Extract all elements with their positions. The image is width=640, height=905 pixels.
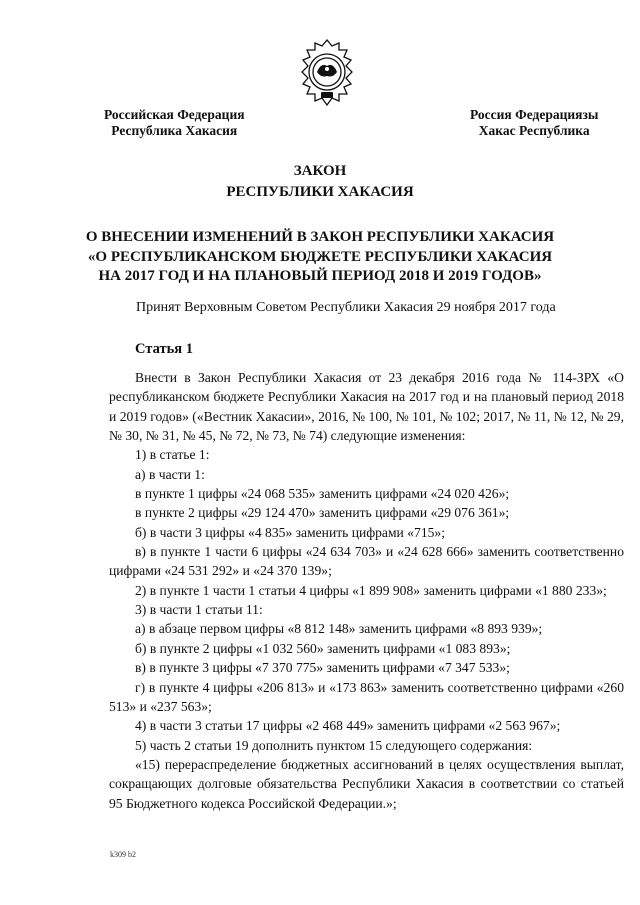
paragraph-item-1a: а) в части 1: [135,466,205,482]
paragraph-item-3b: б) в пункте 2 цифры «1 032 560» заменить цифрами «1 083 893»; [135,640,511,656]
header-right-country: Россия Федерациязы [470,107,599,122]
paragraph-item-2: 2) в пункте 1 части 1 статьи 4 цифры «1 899 908» заменить цифрами «1 880 233»; [135,582,607,598]
document-title-law: ЗАКОН [293,163,347,179]
header-left [104,107,245,139]
coat-of-arms-emblem [299,38,355,108]
paragraph-intro: Внести в Закон Республики Хакасия от 23 декабря 2016 года № 114-ЗРХ «О республиканском бюджете Республики Хакасия на 2017 год и на плановый период 2018 и 2019 годов» («Вестник Хакасии», 2016, № 100, № 101, № 102; 2017, № 11, № 12, № 29, № 30, № 31, № 45, № 72, № 73, № 74) следующие изменения: [109,370,624,444]
paragraph-item-3a: а) в абзаце первом цифры «8 812 148» заменить цифрами «8 893 939»; [135,621,543,637]
paragraph-item-1b: б) в части 3 цифры «4 835» заменить цифрами «715»; [135,524,445,540]
law-heading-line-2: «О РЕСПУБЛИКАНСКОМ БЮДЖЕТЕ РЕСПУБЛИКИ ХАКАСИЯ [87,248,553,265]
paragraph-item-5: 5) часть 2 статьи 19 дополнить пунктом 15 следующего содержания: [135,737,533,753]
paragraph-item-5-text: «15) перераспределение бюджетных ассигнований в целях осуществления выплат, сокращающих долговые обязательства Республики Хакасия в соответствии со статьей 95 Бюджетного кодекса Российской Федерации.»; [109,756,624,811]
paragraph-item-1v: в) в пункте 1 части 6 цифры «24 634 703» и «24 628 666» заменить соответственно цифрами «24 531 292» и «24 370 139»; [109,544,624,579]
document-title-republic: РЕСПУБЛИКИ ХАКАСИЯ [226,184,414,200]
header-right-republic: Хакас Республика [478,123,590,138]
paragraph-item-4: 4) в части 3 статьи 17 цифры «2 468 449» заменить цифрами «2 563 967»; [135,718,561,734]
paragraph-item-3g: г) в пункте 4 цифры «206 813» и «173 863» заменить соответственно цифрами «260 513» и «237 563»; [109,679,624,714]
paragraph-item-1: 1) в статье 1: [135,447,210,463]
paragraph-item-3: 3) в части 1 статьи 11: [135,602,263,618]
header-right [470,107,598,139]
law-heading-line-1: О ВНЕСЕНИИ ИЗМЕНЕНИЙ В ЗАКОН РЕСПУБЛИКИ ХАКАСИЯ [85,229,555,245]
paragraph-item-1a-p2: в пункте 2 цифры «29 124 470» заменить цифрами «29 076 361»; [135,505,510,521]
document-code: k309 b2 [110,850,136,859]
law-heading-line-3: НА 2017 ГОД И НА ПЛАНОВЫЙ ПЕРИОД 2018 И 2019 ГОДОВ» [98,268,542,284]
header-left-country: Российская Федерация [104,107,245,122]
paragraph-item-3v: в) в пункте 3 цифры «7 370 775» заменить цифрами «7 347 533»; [135,660,510,676]
adoption-note: Принят Верховным Советом Республики Хакасия 29 ноября 2017 года [136,300,556,315]
article-title: Статья 1 [135,341,193,357]
law-heading [0,228,640,287]
article-body [109,368,624,813]
header-left-republic: Республика Хакасия [111,123,238,138]
paragraph-item-1a-p1: в пункте 1 цифры «24 068 535» заменить цифрами «24 020 426»; [135,486,510,502]
